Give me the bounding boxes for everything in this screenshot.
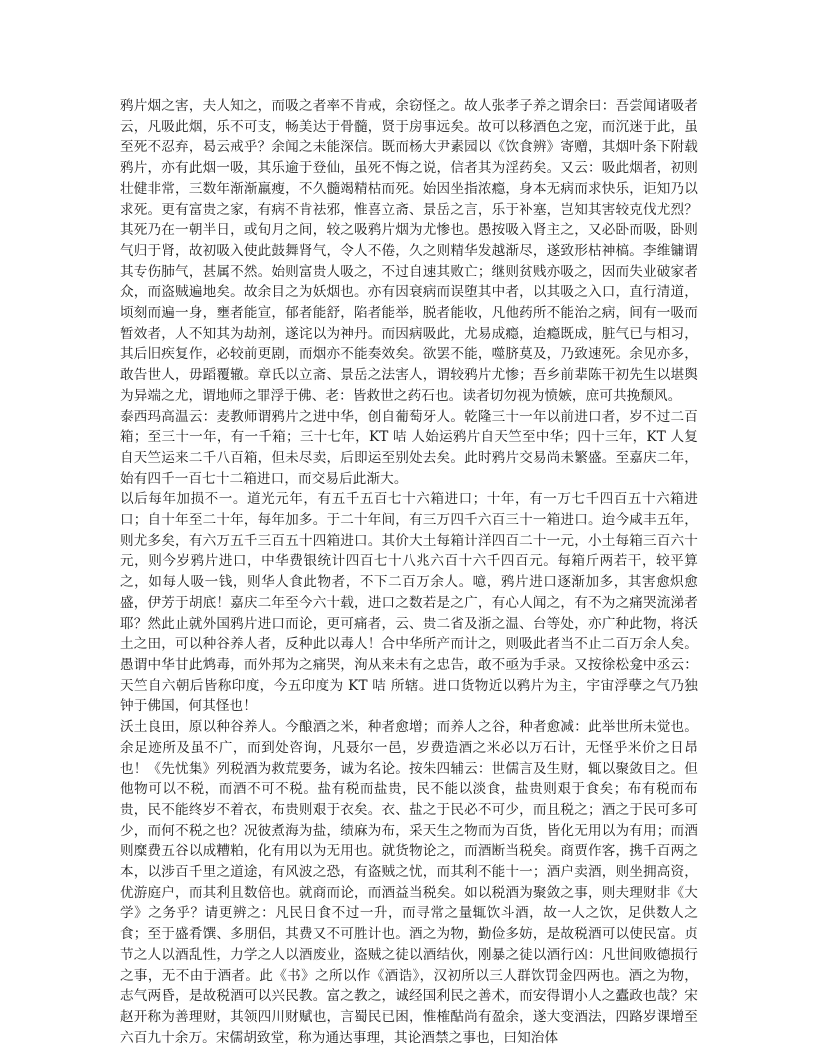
- paragraph-opium-import-growth: 以后每年加损不一。道光元年，有五千五百七十六箱进口；十年，有一万七千四百五十六箱进口；自十年至二十年，每年加多。于二十年间，有三万四千六百三十一箱进口。迨今咸丰五年，则尤多矣，有六万五千三百五十四箱进口。其价大土每箱计洋四百二十一元，小土每箱三百六十元，则今岁鸦片进口，中华费银统计四百七十八兆六百十六千四百元。每箱斤两若干，较平算之，如每人吸一钱，则华人食此物者，不下二百万余人。噫，鸦片进口逐渐加多，其害愈炽愈盛，伊芳于胡底！嘉庆二年至今六十载，进口之数若是之广，有心人闻之，有不为之痛哭流涕者耶？然此止就外国鸦片进口而论，更可痛者，云、贵二省及浙之温、台等处，亦广种此物，将沃土之田，可以种谷养人者，反种此以毒人！合中华所产而计之，则吸此者当不止二百万余人矣。愚谓中华甘此鸩毒，而外邦为之痛哭，洵从来未有之忠告，敢不亟为手录。又按徐松龛中丞云：天竺自六朝后皆称印度，今五印度为 KT 咭 所辖。进口货物近以鸦片为主，宇宙浮孽之气乃独钟于佛国，何其怪也！: [120, 491, 698, 715]
- paragraph-wine-tax: 沃土良田，原以种谷养人。今酿酒之米，种者愈增；而养人之谷，种者愈减：此举世所未觉也。余足迹所及虽不广，而到处咨询，凡聂尔一邑，岁费造酒之米必以万石计，无怪乎米价之日昂也！《先忧集》列税酒为救荒要务，诚为名论。按朱四辅云：世儒言及生财，辄以聚敛目之。但他物可以不税，而酒不可不税。盐有税而盐贵，民不能以淡食，盐贵则艰于食矣；布有税而布贵，民不能终岁不着衣，布贵则艰于衣矣。衣、盐之于民必不可少，而且税之；酒之于民可多可少，而何不税之也？况彼煮海为盐，绩麻为布，采天生之物而为百货，皆化无用以为有用；而酒则糜费五谷以成糟粕，化有用以为无用也。就货物论之，而酒断当税矣。商贾作客，携千百两之本，以涉百千里之道途，有风波之恐，有盗贼之忧，而其利不能十一；酒户卖酒，则坐拥高资，优游庭户，而其利且数倍也。就商而论，而酒益当税矣。如以税酒为聚敛之事，则夫理财非《大学》之务乎？请更辨之：凡民日食不过一升，而寻常之量辄饮斗酒，故一人之饮，足供数人之食；至于盛肴馔、多朋侣，其费又不可胜计也。酒之为物，勤俭多妨，是故税酒可以使民富。贞节之人以酒乱性，力学之人以酒废业，盗贼之徒以酒结伙，刚暴之徒以酒行凶：凡世间败德损行之事，无不由于酒者。此《书》之所以作《酒诰》，汉初所以三人群饮罚金四两也。酒之为物，志气两昏，是故税酒可以兴民教。富之教之，诚经国利民之善术，而安得谓小人之蠹政也哉？宋赵开称为善理财，其领四川财赋也，言蜀民已困，惟榷酤尚有盈余，遂大变酒法，四路岁课增至六百九十余万。宋儒胡致堂，称为通达事理，其论酒禁之事也，曰知治体: [120, 719, 698, 1046]
- paragraph-opium-harm: 鸦片烟之害，夫人知之，而吸之者率不肯戒，余窃怪之。故人张孝子养之谓余曰：吾尝闻诸吸者云，凡吸此烟，乐不可支，畅美达于骨髓，贤于房事远矣。故可以移酒色之宠，而沉迷于此，虽至死不忍弃，曷云戒乎？余闻之未能深信。既而杨大尹素园以《饮食辨》寄赠，其烟叶条下附载鸦片，亦有此烟一吸，其乐逾于登仙，虽死不悔之说，信者其为淫药矣。又云：吸此烟者，初则壮健非常，三数年渐渐羸瘦，不久髓竭精枯而死。始因坐指浓瘾，身本无病而求快乐，讵知乃以求死。更有富贵之家，有病不肯祛邪，惟喜立斋、景岳之言，乐于补塞，岂知其害较克伐尤烈？其死乃在一朝半日，或旬月之间，较之吸鸦片烟为尤惨也。愚按吸入肾主之，又必卧而吸，卧则气归于肾，故初吸入使此鼓舞肾气，令人不倦，久之则精华发越渐尽，遂致形枯神槁。李维镛谓其专伤肺气，甚属不然。始则富贵人吸之，不过自速其败亡；继则贫贱亦吸之，因而失业破家者众，而盗贼遍地矣。故余目之为妖烟也。亦有因衰病而误堕其中者，以其吸之入口，直行清道，顷刻而遍一身，壅者能宣，郁者能舒，陷者能举，脱者能收，凡他药所不能治之病，间有一吸而暂效者，人不知其为劫剂，遂诧以为神丹。而因病吸此，尤易成瘾，迨瘾既成，脏气已与相习，其后旧疾复作，必较前更剧，而烟亦不能奏效矣。欲罢不能，噬脐莫及，乃致速死。余见亦多，敢告世人，毋蹈覆辙。章氏以立斋、景岳之法害人，谓较鸦片尤惨；吾乡前辈陈干初先生以堪舆为异端之尤，谓地师之罪浮于佛、老：皆救世之药石也。读者切勿视为愤嫉，庶可共挽颓风。: [120, 98, 698, 404]
- paragraph-opium-import-history: 泰西玛高温云：麦教师谓鸦片之进中华，创自葡萄牙人。乾隆三十一年以前进口者，岁不过二百箱；至三十一年，有一千箱；三十七年，KT 咭 人始运鸦片自天竺至中华；四十三年，KT 人复自天竺运来二千八百箱，但未尽卖，后即运至别处去矣。此时鸦片交易尚未繁盛。至嘉庆二年，始有四千一百七十二箱进口，而交易后此渐大。: [120, 408, 698, 487]
- document-page: [120, 96, 698, 1048]
